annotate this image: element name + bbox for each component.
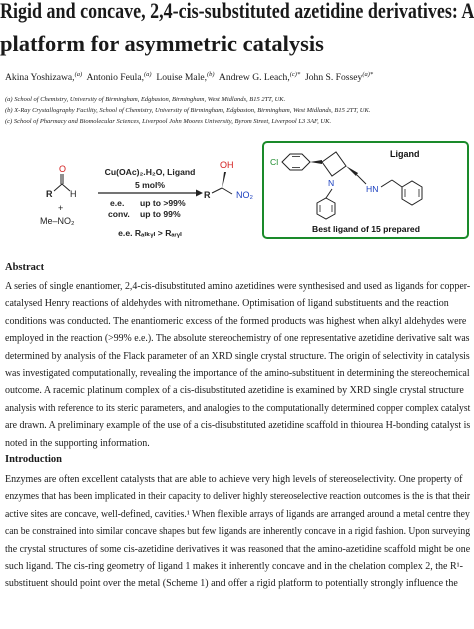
ee-label: e.e. [110, 198, 125, 208]
author: Akina Yoshizawa,$^{(a)}$ [5, 71, 83, 84]
abstract-line: determined by analysis of the Flack parameter of an XRD single crystal structure. The origin of selectivity in catalysis [5, 350, 470, 362]
aldehyde-h: H [70, 189, 77, 199]
abstract-line: A series of single enantiomer, 2,4-cis-disubstituted amino azetidines were synthesised and used as ligands for copper- [5, 281, 471, 292]
affiliation-a: (a) School of Chemistry, University of Birmingham, Edgbaston, Birmingham, West Midlands, B15 2TT, UK. [5, 96, 286, 103]
affiliation-c: (c) School of Pharmacy and Biomolecular Sciences, Liverpool John Moores University, Byrom Street, Liverpool L3 3AF, UK. [5, 118, 332, 125]
ligand-chlorine: Cl [270, 157, 279, 167]
best-ligand-caption: Best ligand of 15 prepared [312, 224, 420, 234]
introduction-line: the crystal structures of some cis-azetidine derivatives it was reasoned that the amino-azetidine scaffold might be one [5, 543, 471, 555]
abstract-line: catalysed Henry reactions of aldehydes with nitromethane. Optimisation of ligand substituents and the reaction [5, 298, 449, 310]
introduction-line: such ligand. The cis-ring geometry of ligand 1 makes it inherently concave and in the chelation complex 2, the R¹- [5, 560, 463, 572]
author: Andrew G. Leach,$^{(c)*}$ [218, 71, 301, 84]
reaction-scheme [0, 140, 474, 260]
author-list [5, 71, 470, 83]
conditions-catalyst: Cu(OAc)₂.H₂O, Ligand [104, 167, 196, 177]
nitromethane: Me–NO₂ [40, 216, 75, 226]
aldehyde-r: R [46, 189, 53, 199]
abstract-line: are drawn. A preliminary example of the use of a cis-disubstituted azetidine scaffold in thiourea H-bonding catalyst is [5, 420, 471, 432]
product-oh: OH [220, 160, 234, 170]
abstract-line: was investigated computationally, revealing the importance of the amino-substituent in determining the stereochemical [5, 367, 470, 379]
introduction-line: enzymes that has been implicated in their capacity to deliver highly stereoselective reaction outcomes is the is that their [5, 491, 471, 503]
aldehyde-oxygen: O [59, 164, 67, 174]
abstract-line: noted in the supporting information. [5, 437, 150, 449]
introduction-heading: Introduction [5, 454, 62, 465]
conditions-loading: 5 mol% [134, 180, 166, 190]
introduction-body [5, 471, 470, 593]
ligand-amine-hn: HN [366, 184, 379, 194]
plus-sign: + [58, 203, 64, 213]
conv-value: up to 99% [140, 209, 181, 219]
paper-title [0, 0, 474, 60]
author: John S. Fossey$^{(a)*}$ [305, 71, 374, 84]
introduction-line: substituent should point over the metal (Scheme 1) and offer a rigid platform to potentially strongly influence the [5, 578, 458, 590]
introduction-line: can be constrained into similar concave shapes but few ligands are inherently concave in a rigid fashion. Upon surveying [5, 526, 471, 538]
abstract-line: outcome. A racemic platinum complex of a cis-disubstituted azetidine is examined by XRD single crystal structure [5, 385, 464, 397]
introduction-line: active sites are concave, well-defined, cavities.¹ When flexible arrays of ligands are arranged around a metal centre they [5, 508, 470, 520]
introduction-line: Enzymes are often excellent catalysts that are able to achieve very high levels of stereoselectivity. One property of [5, 474, 463, 485]
selectivity-trend: e.e. Rₐₗₖᵧₗ > Rₐᵣᵧₗ [118, 228, 182, 238]
abstract-heading: Abstract [5, 262, 45, 273]
ee-value: up to >99% [140, 198, 186, 208]
author: Antonio Feula,$^{(a)}$ [86, 71, 152, 84]
abstract-line: analysis with reference to its steric parameters, and analogies to the computationally determined copper complex catalyst [5, 402, 471, 414]
ligand-label: Ligand [390, 149, 420, 159]
abstract-line: employed in the reaction (>99% e.e.). The absolute stereochemistry of one representative azetidine derivative salt was [5, 333, 470, 345]
conv-label: conv. [108, 209, 130, 219]
author: Louise Male,$^{(b)}$ [156, 71, 215, 84]
azetidine-ring [322, 152, 346, 176]
ligand-ring-n: N [328, 178, 335, 188]
title-line-2: platform for asymmetric catalysis [0, 31, 324, 56]
affiliation-b: (b) X-Ray Crystallography Facility, School of Chemistry, University of Birmingham, Edgbaston, Birmingham, West Midlands, B15 2TT, UK. [5, 107, 371, 114]
product-r: R [204, 190, 211, 200]
abstract-body [5, 278, 470, 452]
product-no2: NO₂ [236, 190, 253, 200]
title-line-1: Rigid and concave, 2,4-cis-substituted azetidine derivatives: A [0, 0, 474, 23]
abstract-line: conditions was conducted. The enantiomeric excess of the formed products was highest when alkyl aldehydes were [5, 315, 467, 327]
